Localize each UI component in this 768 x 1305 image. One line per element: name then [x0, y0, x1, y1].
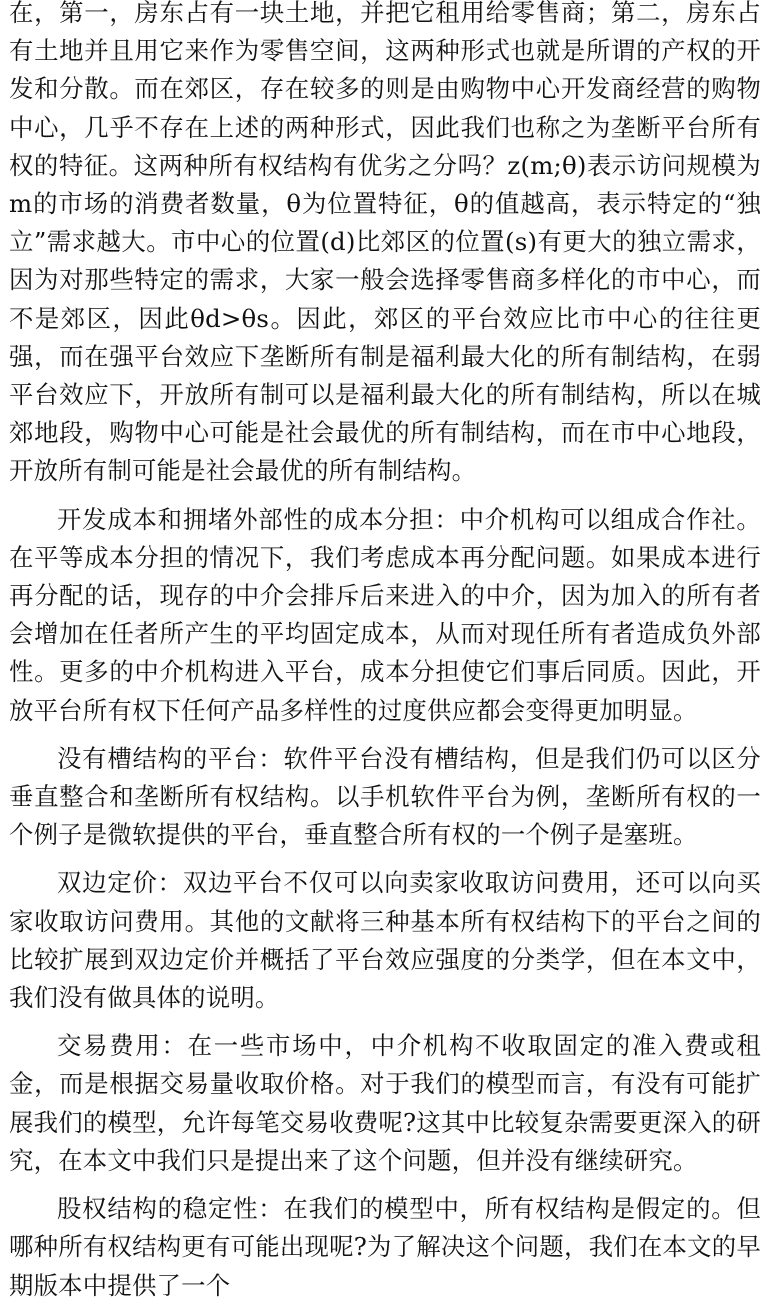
paragraph-ownership-stability: 股权结构的稳定性：在我们的模型中，所有权结构是假定的。但哪种所有权结构更有可能出现呢?为了解决这个问题，我们在本文的早期版本中提供了一个	[9, 1194, 761, 1300]
document-page	[9, 0, 761, 1305]
paragraph-cost-sharing: 开发成本和拥堵外部性的成本分担：中介机构可以组成合作社。在平等成本分担的情况下，我们考虑成本再分配问题。如果成本进行再分配的话，现存的中介会排斥后来进入的中介，因为加入的所有者会增加在任者所产生的平均固定成本，从而对现任所有者造成负外部性。更多的中介机构进入平台，成本分担使它们事后同质。因此，开放平台所有权下任何产品多样性的过度供应都会变得更加明显。	[9, 504, 761, 725]
paragraph-ownership-structures: 在，第一，房东占有一块土地，并把它租用给零售商；第二，房东占有土地并且用它来作为零售空间，这两种形式也就是所谓的产权的开发和分散。而在郊区，存在较多的则是由购物中心开发商经营的购物中心，几乎不存在上述的两种形式，因此我们也称之为垄断平台所有权的特征。这两种所有权结构有优劣之分吗？z(m;θ)表示访问规模为m的市场的消费者数量，θ为位置特征，θ的值越高，表示特定的“独立”需求越大。市中心的位置(d)比郊区的位置(s)有更大的独立需求，因为对那些特定的需求，大家一般会选择零售商多样化的市中心，而不是郊区，因此θd>θs。因此，郊区的平台效应比市中心的往往更强，而在强平台效应下垄断所有制是福利最大化的所有制结构，在弱平台效应下，开放所有制可以是福利最大化的所有制结构，所以在城郊地段，购物中心可能是社会最优的所有制结构，而在市中心地段，开放所有制可能是社会最优的所有制结构。	[9, 0, 761, 486]
paragraph-platform-without-slots: 没有槽结构的平台：软件平台没有槽结构，但是我们仍可以区分垂直整合和垄断所有权结构。以手机软件平台为例，垄断所有权的一个例子是微软提供的平台，垂直整合所有权的一个例子是塞班。	[9, 743, 761, 850]
paragraph-two-sided-pricing: 双边定价：双边平台不仅可以向卖家收取访问费用，还可以向买家收取访问费用。其他的文献将三种基本所有权结构下的平台之间的比较扩展到双边定价并概括了平台效应强度的分类学，但在本文中，我们没有做具体的说明。	[9, 868, 761, 1013]
paragraph-transaction-fees: 交易费用：在一些市场中，中介机构不收取固定的准入费或租金，而是根据交易量收取价格。对于我们的模型而言，有没有可能扩展我们的模型，允许每笔交易收费呢?这其中比较复杂需要更深入的研究，在本文中我们只是提出来了这个问题，但并没有继续研究。	[9, 1031, 761, 1175]
